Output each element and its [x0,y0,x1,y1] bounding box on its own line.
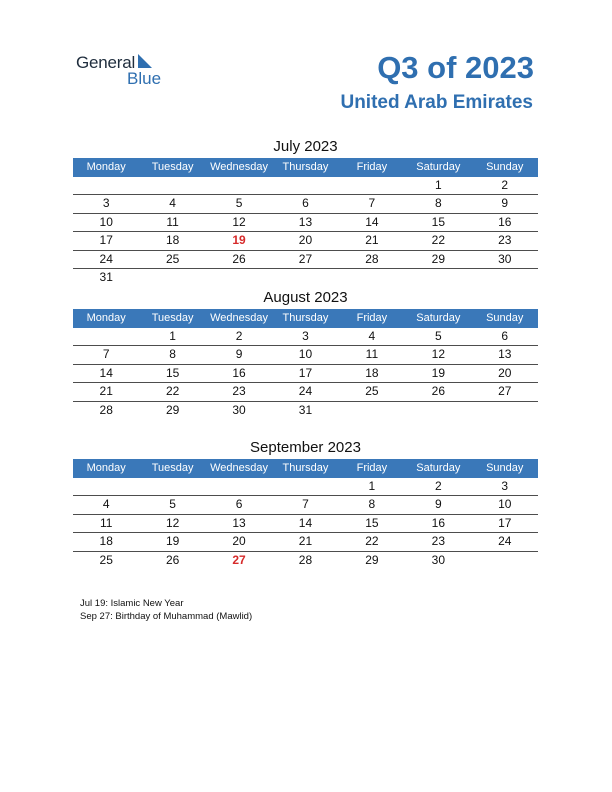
day-cell: 24 [99,251,113,266]
day-cell: 20 [298,233,313,248]
day-cell: 20 [232,534,246,549]
day-cell [139,478,205,495]
day-cell: 2 [434,479,442,493]
day-cell: 7 [302,497,309,512]
day-cell: 6 [501,329,509,343]
logo-triangle-icon [138,54,152,68]
day-cell: 3 [302,329,309,343]
day-cell: 11 [99,515,113,530]
day-cell: 18 [165,233,180,248]
weekday-label: Monday [86,462,126,474]
day-cell: 5 [235,196,243,211]
day-cell [272,269,338,286]
day-cell: 10 [99,214,113,229]
day-cell: 27 [298,251,313,266]
day-cell: 15 [431,214,445,229]
day-cell: 28 [365,251,379,266]
day-cell: 28 [99,402,113,417]
day-cell: 12 [431,347,445,362]
day-cell [405,402,471,419]
day-cell: 13 [498,347,512,362]
week-row [73,214,538,232]
day-cell: 3 [501,479,509,493]
day-cell: 1 [434,178,442,192]
day-cell: 22 [165,384,180,399]
day-cell [139,269,205,286]
day-cell [339,402,405,419]
day-cell: 12 [165,515,180,530]
day-cell: 23 [431,534,445,549]
day-cell: 26 [431,384,445,399]
day-cell: 16 [498,214,512,229]
weekday-label: Wednesday [210,312,268,324]
day-cell: 23 [498,233,512,248]
week-row [73,533,538,551]
day-cell: 19 [431,365,445,380]
day-cell: 5 [434,329,442,343]
week-row [73,552,538,569]
weekday-label: Friday [356,312,388,324]
weekday-label: Tuesday [151,312,194,324]
weekday-label: Saturday [416,161,461,173]
day-cell: 19 [165,534,180,549]
holiday-note: Sep 27: Birthday of Muhammad (Mawlid) [80,611,253,622]
day-cell: 24 [298,384,313,399]
weekday-label: Thursday [282,161,329,173]
day-cell [472,269,538,286]
week-row [73,383,538,401]
logo-text-blue: Blue [127,69,162,88]
day-cell [73,177,139,194]
day-cell: 1 [368,479,376,493]
day-cell: 14 [365,214,379,229]
week-row [73,346,538,364]
day-cell: 17 [298,365,313,380]
day-cell: 18 [99,534,113,549]
week-row [73,365,538,383]
weekday-header-row [73,309,538,328]
day-cell: 22 [365,534,379,549]
month-calendar-august [73,287,538,419]
day-cell: 4 [102,497,110,512]
day-cell: 21 [99,384,113,399]
day-cell: 28 [298,552,313,567]
day-cell: 4 [368,329,376,343]
weekday-label: Thursday [282,312,329,324]
day-cell [206,269,272,286]
day-cell: 24 [498,534,512,549]
weekday-header-row [73,459,538,478]
day-cell: 31 [298,402,313,417]
holiday-notes [80,597,252,623]
day-cell [206,177,272,194]
day-cell: 16 [232,365,246,380]
week-row [73,177,538,195]
country-name: United Arab Emirates [340,92,533,113]
month-title: August 2023 [263,289,348,306]
day-cell: 4 [169,196,176,211]
day-cell [339,269,405,286]
weekday-label: Friday [356,462,388,474]
day-cell [272,177,338,194]
day-cell [139,177,205,194]
day-cell: 22 [431,233,445,248]
day-cell: 30 [431,552,445,567]
day-cell [206,478,272,495]
month-title: September 2023 [250,439,361,456]
day-cell: 27 [498,384,512,399]
weekday-header-row [73,158,538,177]
generalblue-logo [76,53,176,89]
week-row [73,515,538,533]
weekday-label: Monday [86,161,126,173]
day-cell: 9 [434,497,442,512]
week-row [73,269,538,286]
day-cell: 3 [102,196,110,211]
day-cell: 6 [302,196,309,211]
day-cell: 18 [365,365,379,380]
day-cell: 15 [365,515,379,530]
day-cell: 2 [501,178,509,192]
weekday-label: Sunday [486,161,524,173]
day-cell: 30 [498,251,512,266]
day-cell: 29 [165,402,180,417]
day-cell: 26 [232,251,246,266]
day-cell: 2 [235,329,243,343]
day-cell: 11 [365,347,379,362]
day-cell [472,402,538,419]
page-title: Q3 of 2023 [377,50,534,85]
week-row [73,402,538,419]
week-row [73,195,538,213]
weekday-label: Sunday [486,312,524,324]
day-cell: 11 [166,214,179,229]
day-cell: 8 [368,497,376,512]
day-cell: 29 [431,251,445,266]
day-cell: 26 [165,552,180,567]
day-cell: 31 [99,269,113,284]
day-cell: 7 [368,196,376,211]
logo-text-general: General [76,53,136,72]
day-cell [73,328,139,345]
day-cell: 20 [498,365,512,380]
month-calendar-july [73,136,538,286]
holiday-day-cell: 19 [232,233,246,248]
day-cell: 17 [498,515,512,530]
day-cell: 25 [99,552,113,567]
month-title: July 2023 [273,138,338,155]
day-cell: 23 [232,384,246,399]
day-cell: 10 [498,497,512,512]
day-cell: 14 [99,365,113,380]
day-cell: 16 [431,515,445,530]
day-cell: 14 [298,515,313,530]
day-cell: 21 [365,233,379,248]
day-cell: 7 [102,347,110,362]
day-cell: 1 [169,329,176,343]
weekday-label: Wednesday [210,161,268,173]
day-cell: 13 [298,214,313,229]
weekday-label: Saturday [416,312,461,324]
weekday-label: Friday [356,161,388,173]
weekday-label: Monday [86,312,126,324]
day-cell: 15 [165,365,180,380]
holiday-note: Jul 19: Islamic New Year [80,598,184,609]
day-cell: 5 [169,497,176,512]
day-cell: 21 [298,534,313,549]
week-row [73,251,538,269]
day-cell: 9 [235,347,243,362]
day-cell [339,177,405,194]
day-cell [472,552,538,569]
day-cell [272,478,338,495]
day-cell [405,269,471,286]
week-row [73,232,538,250]
weekday-label: Tuesday [151,161,194,173]
week-row [73,478,538,496]
week-row [73,496,538,514]
day-cell: 10 [298,347,313,362]
day-cell: 25 [165,251,180,266]
holiday-day-cell: 27 [232,552,246,567]
weekday-label: Sunday [486,462,524,474]
day-cell: 12 [232,214,246,229]
day-cell: 6 [235,497,243,512]
day-cell: 30 [232,402,246,417]
day-cell [73,478,139,495]
weekday-label: Thursday [282,462,329,474]
day-cell: 17 [99,233,113,248]
day-cell: 8 [169,347,176,362]
day-cell: 29 [365,552,379,567]
weekday-label: Saturday [416,462,461,474]
day-cell: 25 [365,384,379,399]
weekday-label: Tuesday [151,462,194,474]
day-cell: 13 [232,515,246,530]
weekday-label: Wednesday [210,462,268,474]
day-cell: 9 [501,196,509,211]
day-cell: 8 [434,196,442,211]
week-row [73,328,538,346]
month-calendar-september [73,437,538,569]
